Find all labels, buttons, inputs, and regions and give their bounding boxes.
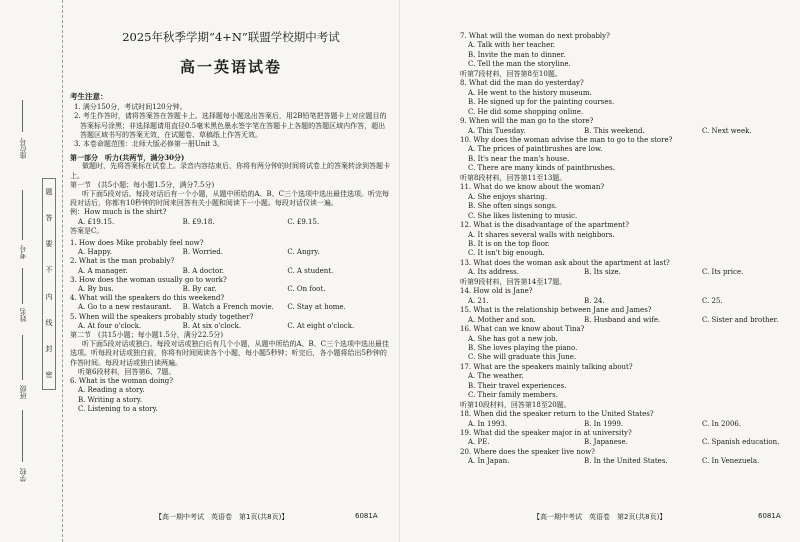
option: C. Spanish education. xyxy=(702,438,780,447)
exam-number-label: 考号 xyxy=(19,245,27,259)
part-1-intro: 做题时，先将答案标在试卷上。录音内容结束后，你将有两分钟的时间将试卷上的答案转涂到答题卡上。 xyxy=(70,162,390,180)
class-line xyxy=(22,335,23,380)
option: A. 21. xyxy=(468,296,489,305)
question-text: 20. Where does the speaker live now? xyxy=(460,447,595,456)
seal-char: 要 xyxy=(45,240,53,249)
option: C. Angry. xyxy=(287,248,320,257)
page-2-footer xyxy=(533,512,781,522)
option: A. The weather. xyxy=(468,372,524,381)
seal-char: 封 xyxy=(45,345,53,354)
material-lead: 听第7段材料，回答第8至10题。 xyxy=(460,69,562,78)
option: C. Stay at home. xyxy=(287,303,346,312)
school-line xyxy=(22,410,23,462)
option: C. She will graduate this June. xyxy=(468,353,577,362)
option: C. 25. xyxy=(702,296,723,305)
seal-char: 不 xyxy=(45,266,53,275)
material-lead: 听第8段材料，回答第11至13题。 xyxy=(460,173,567,182)
option: A. This Tuesday. xyxy=(468,126,526,135)
option-row xyxy=(460,316,785,325)
question-text: 12. What is the disadvantage of the apartment? xyxy=(460,221,630,230)
option-row xyxy=(70,303,392,312)
question-text: 5. When will the speakers probably study together? xyxy=(70,312,254,321)
seal-char: 题 xyxy=(45,187,53,196)
option: A. Happy. xyxy=(78,248,112,257)
name-line xyxy=(22,268,23,304)
option: B. A doctor. xyxy=(182,266,224,275)
material-lead: 听第10段材料，回答第18至20题。 xyxy=(460,400,571,409)
option: C. Next week. xyxy=(702,126,752,135)
name-label: 姓名 xyxy=(19,308,27,322)
option-row xyxy=(460,420,785,429)
question-text: 15. What is the relationship between Jane and James? xyxy=(460,306,652,315)
option: A. It shares several walls with neighbors. xyxy=(468,230,615,239)
option: B. It's near the man's house. xyxy=(468,154,570,163)
section-2-heading: 第二节 (共15小题；每小题1.5分，满分22.5分) xyxy=(70,331,224,340)
option: B. Watch a French movie. xyxy=(182,303,274,312)
option: A. The prices of paintbrushes are low. xyxy=(468,145,603,154)
option: B. Worried. xyxy=(182,248,223,257)
footer-code: 6081A xyxy=(355,512,378,520)
option: B. Their travel experiences. xyxy=(468,381,567,390)
footer-label: 【高一期中考试 英语卷 第1页(共8页)】 xyxy=(155,513,289,521)
option-row xyxy=(460,297,785,306)
question-text: 6. What is the woman doing? xyxy=(70,377,173,386)
section-1-heading: 第一节 (共5小题；每小题1.5分，满分7.5分) xyxy=(70,180,215,189)
example-answer: 答案是C。 xyxy=(70,226,104,235)
option: C. A student. xyxy=(287,266,334,275)
page-1-footer xyxy=(155,512,378,522)
question-text: 19. What did the speaker major in at university? xyxy=(460,429,632,438)
option: A. Talk with her teacher. xyxy=(468,41,556,50)
option: A. At four o'clock. xyxy=(78,321,142,330)
option: B. Writing a story. xyxy=(78,395,142,404)
option: A. Go to a new restaurant. xyxy=(78,303,172,312)
section-1-intro: 听下面5段对话。每段对话后有一个小题，从题中所给的A、B、C三个选项中选出最佳选项。听完每段对话后，你都有10秒钟的时间来回答有关小题和阅读下一小题。每段对话仅读一遍。 xyxy=(70,190,390,208)
option: B. In the United States. xyxy=(584,457,668,466)
option-row xyxy=(460,127,785,136)
option: B. Invite the man to dinner. xyxy=(468,50,566,59)
option: B. At six o'clock. xyxy=(182,321,242,330)
question-text: 4. What will the speakers do this weekend? xyxy=(70,294,225,303)
seat-number-label: 座位号 xyxy=(19,138,27,159)
option: C. In Venezuela. xyxy=(702,457,760,466)
paper-title: 高一英语试卷 xyxy=(179,58,282,76)
option: A. Its address. xyxy=(468,268,519,277)
option: B. 24. xyxy=(584,296,605,305)
seal-char: 密 xyxy=(45,371,53,380)
notice-item: 3. 本卷命题范围：北师大版必修第一册Unit 3。 xyxy=(74,140,225,149)
page-2-content xyxy=(460,32,785,467)
question-text: 14. How old is Jane? xyxy=(460,287,533,296)
option: B. She often sings songs. xyxy=(468,202,558,211)
option: A. She enjoys sharing. xyxy=(468,192,548,201)
option-row xyxy=(70,267,392,276)
seal-char: 答 xyxy=(45,213,53,222)
exam-number-line xyxy=(22,190,23,240)
option: A. Reading a story. xyxy=(78,386,145,395)
option-row xyxy=(460,268,785,277)
option: C. Sister and brother. xyxy=(702,315,779,324)
section-2 xyxy=(70,331,392,414)
seat-number-line xyxy=(22,100,23,132)
footer-code: 6081A xyxy=(758,512,781,520)
question-text: 18. When did the speaker return to the United States? xyxy=(460,410,654,419)
seal-char: 线 xyxy=(45,318,53,327)
option: B. This weekend. xyxy=(584,126,645,135)
part-1 xyxy=(70,153,392,236)
question-list-1-5 xyxy=(70,239,392,331)
seal-line-notice xyxy=(42,178,56,390)
question-text: 3. How does the woman usually go to work? xyxy=(70,275,227,284)
option: B. £9.18. xyxy=(182,217,215,226)
option: C. Tell the man the storyline. xyxy=(468,60,571,69)
option-row xyxy=(460,438,785,447)
option: A. £19.15. xyxy=(78,217,115,226)
option: A. She has got a new job. xyxy=(468,334,558,343)
example-question: 例：How much is the shirt? xyxy=(70,208,167,217)
option: A. Mother and son. xyxy=(468,315,536,324)
option: C. She likes listening to music. xyxy=(468,211,578,220)
option: C. He did some shopping online. xyxy=(468,107,584,116)
section-2-intro: 听下面5段对话或独白。每段对话或独白后有几个小题，从题中所给的A、B、C三个选项中选出最佳选项。听每段对话或独白前，你将有时间阅读各个小题，每小题5秒钟；听完后，各小题将给出5秒钟的作答时间。每段对话或独白读两遍。 xyxy=(70,340,390,367)
option: C. There are many kinds of paintbrushes. xyxy=(468,164,615,173)
option: B. She loves playing the piano. xyxy=(468,343,578,352)
notice-heading: 考生注意： xyxy=(70,92,108,101)
option: C. It isn't big enough. xyxy=(468,249,545,258)
option: A. In 1993. xyxy=(468,419,508,428)
option: B. In 1999. xyxy=(584,419,624,428)
question-text: 2. What is the man probably? xyxy=(70,257,175,266)
option: C. Their family members. xyxy=(468,391,558,400)
option: B. Japanese. xyxy=(584,438,628,447)
page-1-content xyxy=(70,30,392,414)
option-row xyxy=(70,322,392,331)
material-lead: 听第9段材料，回答第14至17题。 xyxy=(460,277,567,286)
question-text: 17. What are the speakers mainly talking about? xyxy=(460,362,633,371)
option-row xyxy=(70,285,392,294)
option: B. Husband and wife. xyxy=(584,315,661,324)
question-text: 10. Why does the woman advise the man to go to the store? xyxy=(460,135,673,144)
seal-char: 内 xyxy=(45,292,53,301)
option: C. Listening to a story. xyxy=(78,404,158,413)
binding-margin xyxy=(0,0,63,542)
question-text: 13. What does the woman ask about the apartment at last? xyxy=(460,258,670,267)
option: B. Its size. xyxy=(584,268,621,277)
option-row xyxy=(460,457,785,466)
notice-item: 2. 考生作答时，请将答案答在答题卡上。选择题每小题选出答案后，用2B铅笔把答题卡上对应题目的答案标号涂黑；非选择题请用直径0.5毫米黑色墨水签字笔在答题卡上各题的答题区域内作答，超出答题区域书写的答案无效，在试题卷、草稿纸上作答无效。 xyxy=(74,112,387,139)
option: C. Its price. xyxy=(702,268,744,277)
example-options xyxy=(70,218,392,227)
footer-label: 【高一期中考试 英语卷 第2页(共8页)】 xyxy=(533,513,667,521)
material-lead: 听第6段材料，回答第6、7题。 xyxy=(78,367,176,376)
option: A. A manager. xyxy=(78,266,128,275)
option: C. In 2006. xyxy=(702,419,742,428)
option: A. In Japan. xyxy=(468,457,510,466)
option: B. By car. xyxy=(182,285,217,294)
option: A. By bus. xyxy=(78,285,114,294)
question-text: 8. What did the man do yesterday? xyxy=(460,79,584,88)
exam-title: 2025年秋季学期“4+N”联盟学校期中考试 xyxy=(122,30,340,44)
option: C. £9.15. xyxy=(287,217,320,226)
option: B. It is on the top floor. xyxy=(468,239,550,248)
exam-notice xyxy=(70,92,392,149)
question-text: 16. What can we know about Tina? xyxy=(460,325,585,334)
school-label: 学校 xyxy=(19,468,27,482)
option: A. PE. xyxy=(468,438,490,447)
option: C. On foot. xyxy=(287,285,326,294)
option-row xyxy=(70,248,392,257)
class-label: 班级 xyxy=(19,385,27,399)
question-text: 11. What do we know about the woman? xyxy=(460,183,605,192)
notice-item: 1. 满分150分，考试时间120分钟。 xyxy=(74,103,187,112)
question-text: 9. When will the man go to the store? xyxy=(460,117,594,126)
part-1-heading: 第一部分 听力(共两节，满分30分) xyxy=(70,153,185,163)
option: B. He signed up for the painting courses. xyxy=(468,98,615,107)
question-text: 1. How does Mike probably feel now? xyxy=(70,239,204,248)
option: A. He went to the history museum. xyxy=(468,88,592,97)
question-text: 7. What will the woman do next probably? xyxy=(460,32,610,40)
option: C. At eight o'clock. xyxy=(287,321,355,330)
